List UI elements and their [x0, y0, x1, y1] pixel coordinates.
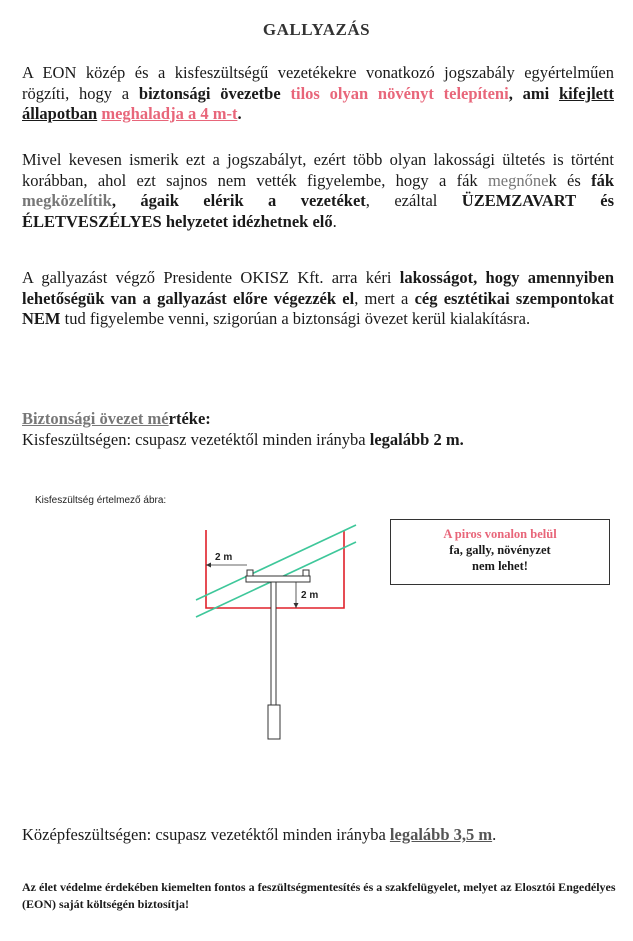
text: A gallyazást végző Presidente OKISZ Kft. arra kéri	[22, 268, 400, 287]
label-2m-vertical: 2 m	[301, 590, 319, 601]
footer-note: Az élet védelme érdekében kiemelten fontos a feszültségmentesítés és a szakfelügyelet, melyet az Elosztói Engedélyes (EON) saját költségén biztosítja!	[22, 880, 616, 911]
heading-part: Biztonsági övezet mé	[22, 409, 169, 428]
text: A EON közép és a kisfeszültségű vezetékekre vonatkozó jogszabály egyértelműen rögzíti, hogy a	[22, 63, 614, 103]
pole-base	[268, 705, 280, 739]
figure-caption: Kisfeszültség értelmező ábra:	[35, 495, 167, 506]
text-bold: , ami	[508, 83, 559, 103]
note-line: nem lehet!	[472, 559, 528, 573]
text: Mivel kevesen ismerik ezt a jogszabályt, ezért több olyan lakossági ültetés is történt korábban, ahol ezt sajnos nem vették figyelembe, hogy a fák	[22, 150, 614, 190]
text-bold: , ágaik elérik a vezetéket	[111, 191, 366, 210]
medium-voltage-rule	[22, 825, 496, 845]
section-heading	[22, 409, 211, 429]
note-line: A piros vonalon belül	[443, 527, 557, 541]
label-2m-horizontal: 2 m	[215, 552, 233, 563]
highlight-height-limit: meghaladja a 4 m-t	[101, 104, 238, 123]
insulator-right	[303, 570, 309, 576]
text: .	[332, 211, 337, 231]
heading-part: rtéke:	[168, 409, 211, 428]
paragraph-request	[22, 268, 614, 330]
text: tud figyelembe venni, szigorúan a biztonsági övezet kerül kialakításra.	[60, 309, 531, 328]
text: Kisfeszültségen: csupasz vezetéktől minden irányba	[22, 430, 370, 449]
text-bold: fák	[591, 170, 614, 190]
paragraph-regulation	[22, 63, 614, 125]
low-voltage-diagram	[190, 510, 370, 750]
distance-value: legalább 3,5 m	[389, 825, 493, 844]
text: .	[492, 825, 497, 844]
text-bold: lakosságot, hogy amennyiben lehetőségük van a gallyazást előre végezzék el	[22, 268, 614, 308]
warning-note	[390, 519, 610, 585]
highlight-prohibited-planting: tilos olyan növényt telepíteni	[290, 83, 509, 103]
crossarm	[246, 576, 310, 582]
text	[281, 84, 291, 103]
insulator-left	[247, 570, 253, 576]
text-gray-bold: megközelítik	[22, 191, 112, 210]
text: Középfeszültségen: csupasz vezetéktől minden irányba	[22, 825, 390, 844]
text: , ezáltal	[365, 191, 462, 210]
text: , mert a	[354, 288, 415, 308]
note-line: fa, gally, növényzet	[449, 543, 551, 557]
text-gray: megnőne	[487, 170, 549, 190]
highlight-mature-state: kifejlett állapotban	[22, 83, 614, 123]
low-voltage-rule	[22, 430, 464, 450]
text-bold: cég esztétikai szempontokat NEM	[22, 288, 614, 328]
paragraph-consequences	[22, 150, 614, 232]
highlight-safety-zone: biztonsági övezetbe	[138, 83, 281, 103]
page-title: GALLYAZÁS	[262, 20, 371, 39]
text: .	[237, 104, 242, 123]
text-bold: legalább 2 m.	[369, 430, 464, 449]
text: k és	[548, 170, 592, 190]
highlight-danger: ÜZEMZAVART és ÉLETVESZÉLYES helyzetet idézhetnek elő	[22, 191, 615, 231]
